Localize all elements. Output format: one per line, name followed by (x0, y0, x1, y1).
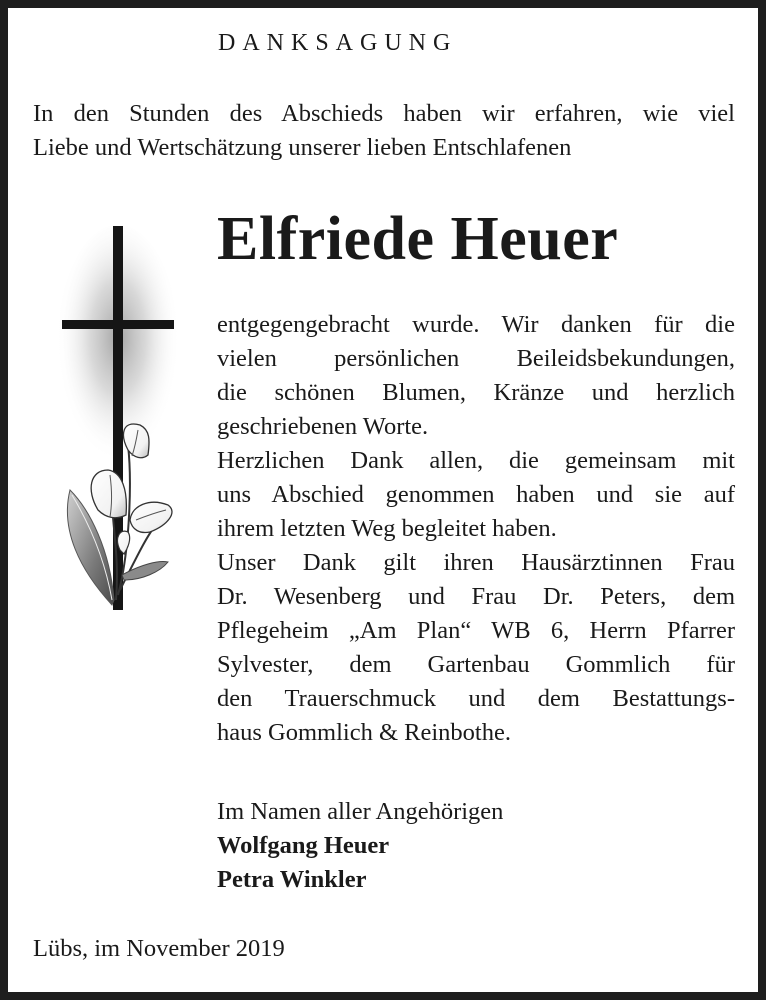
body-line: geschriebenen Worte. (217, 413, 429, 440)
body-line: Unser Dank gilt ihren Hausärztinnen Frau (217, 549, 735, 576)
body-line: die schönen Blumen, Kränze und herzlich (217, 379, 735, 406)
body-line: ihrem letzten Weg begleitet haben. (217, 515, 557, 542)
intro-text (33, 97, 735, 165)
cross-with-calla-lilies-icon (50, 220, 200, 620)
body-line: Sylvester, dem Gartenbau Gommlich für (217, 651, 735, 678)
intro-line: In den Stunden des Abschieds haben wir erfahren, wie viel (33, 100, 735, 127)
body-line: Pflegeheim „Am Plan“ WB 6, Herrn Pfarrer (217, 617, 735, 644)
gratitude-text (217, 308, 735, 750)
body-line: uns Abschied genommen haben und sie auf (217, 481, 735, 508)
signoff-intro: Im Namen aller Angehörigen (217, 798, 504, 825)
signatory-name: Wolfgang Heuer (217, 832, 390, 859)
body-line: den Trauerschmuck und dem Bestattungs- (217, 685, 735, 712)
deceased-name: Elfriede Heuer (217, 205, 619, 273)
body-line: Dr. Wesenberg und Frau Dr. Peters, dem (217, 583, 735, 610)
intro-line: Liebe und Wertschätzung unserer lieben Entschlafenen (33, 134, 572, 161)
body-line: haus Gommlich & Reinbothe. (217, 719, 511, 746)
place-date: Lübs, im November 2019 (33, 935, 285, 962)
body-line: entgegengebracht wurde. Wir danken für die (217, 311, 735, 338)
body-line: Herzlichen Dank allen, die gemeinsam mit (217, 447, 735, 474)
notice-heading: DANKSAGUNG (218, 30, 458, 56)
body-line: vielen persönlichen Beileidsbekundungen, (217, 345, 735, 372)
signoff-block (217, 795, 503, 897)
signatory-name: Petra Winkler (217, 866, 367, 893)
